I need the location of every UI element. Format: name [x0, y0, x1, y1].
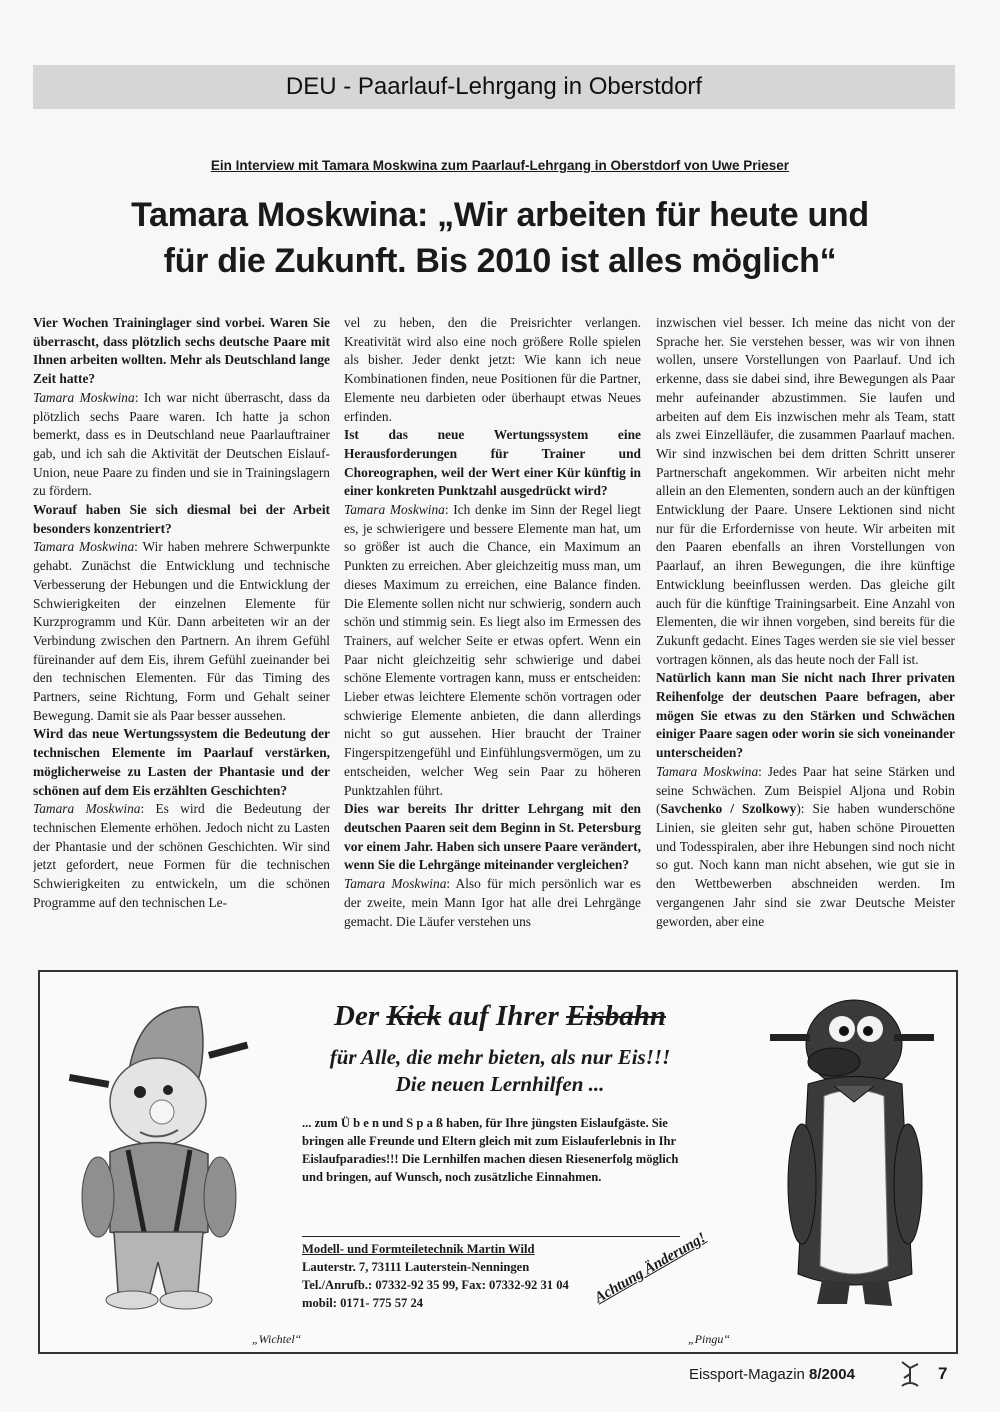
answer [344, 875, 641, 931]
answer-text: : Ich war nicht überrascht, dass da plötzlich sechs Paare waren. Ich hatte ja schon bemerkt, dass es in Deutschland neue Paarlauftrainer gab, und ich sah die Aktivität der Deutschen Eislauf-Union, neue Paare zu finden und sie in Trainingslagern zu fördern. [33, 389, 330, 499]
speaker-name: Tamara Moskwina [656, 763, 759, 779]
answer-text: ): Sie haben wunderschöne Linien, sie gleiten sehr gut, haben schöne Pirouetten und Todesspiralen, aber ihre Hebungen sind noch nicht so gut. Noch kann man nicht absehen, wie gut sie in den Wettbewerben abschneiden werden. Im vergangenen Jahr sind sie zwar Deutsche Meister geworden, aber eine [656, 801, 955, 929]
speaker-name: Tamara Moskwina [33, 389, 135, 405]
speaker-name: Tamara Moskwina [33, 801, 141, 817]
headline-line-2: für die Zukunft. Bis 2010 ist alles möglich“ [163, 242, 837, 280]
question: Worauf haben Sie sich diesmal bei der Arbeit besonders konzentriert? [33, 502, 330, 536]
wichtel-figure-image [58, 982, 258, 1322]
footer-magazine [689, 1366, 855, 1383]
article-column-3 [656, 314, 955, 962]
ad-title-part: auf Ihrer [441, 1000, 567, 1032]
speaker-name: Tamara Moskwina [344, 502, 445, 518]
ad-body-text: ... zum Ü b e n und S p a ß haben, für Ihre jüngsten Eislaufgäste. Sie bringen alle Freunde und Eltern gleich mit zum Eislauferlebnis in Ihr Eislaufparadies!!! Die Lernhilfen machen diesen Riesenerfolg möglich und bringen, auf Wunsch, noch zusätzliche Einnahmen. [302, 1116, 679, 1184]
answer [656, 763, 955, 931]
skater-logo-icon [898, 1358, 922, 1388]
speaker-name: Tamara Moskwina [344, 876, 447, 892]
ad-divider [302, 1236, 680, 1237]
section-header [33, 65, 955, 109]
ad-subtitle-line-1: für Alle, die mehr bieten, als nur Eis!!! [329, 1045, 671, 1069]
article-column-2 [344, 314, 641, 962]
answer-text: : Also für mich persönlich war es der zweite, mein Mann Igor hat alle drei Lehrgänge gemacht. Die Läufer verstehen uns [344, 876, 641, 929]
question: Ist das neue Wertungssystem eine Herausforderungen für Trainer und Choreographen, weil der Wert einer Kür künftig in einer konkreten Punktzahl ausgedrückt wird? [344, 427, 641, 499]
pingu-figure-image [762, 984, 942, 1324]
answer-text: : Wir haben mehrere Schwerpunkte gehabt. Zunächst die Entwicklung und technische Verbesserung der Hebungen und die Entwicklung der Schwierigkeiten der einzelnen Elemente für Kurzprogramm und Kür. Dann arbeiteten wir an der Verbindung zwischen den Partnern. An ihrem Gefühl füreinander auf dem Eis, ihrem Gefühl zueinander bei den technischen Elementen. Für das Timing des Partners, seine Richtung, Form und Gehalt seiner Bewegung. Damit sie als Paar besser aussehen. [33, 539, 330, 723]
answer-text: : Es wird die Bedeutung der technischen Elemente erhöhen. Jedoch nicht zu Lasten der Phantasie und der schönen Geschichten. Wir sind jetzt gefordert, neue Formen für die technischen Schwierigkeiten zu entwickeln, um die schönen Programme auf den technischen Le- [33, 801, 330, 910]
article-column-1 [33, 314, 330, 962]
answer-text: : Jedes Paar hat seine Stärken und seine Schwächen. Zum Beispiel Aljona und Robin ( [656, 763, 955, 817]
article-subtitle: Ein Interview mit Tamara Moskwina zum Paarlauf-Lehrgang in Oberstdorf von Uwe Prieser [210, 158, 790, 173]
ad-subtitle [240, 1044, 760, 1098]
footer-magazine-name: Eissport-Magazin [689, 1366, 810, 1383]
caption-pingu: „Pingu“ [688, 1332, 731, 1346]
ad-title-kick: Kick [386, 1000, 442, 1032]
question: Natürlich kann man Sie nicht nach Ihrer privaten Reihenfolge der deutschen Paare befragen, aber mögen Sie etwas zu den Stärken und Schwächen einiger Paare sagen oder worin sie sich voneinander unterscheiden? [656, 670, 955, 761]
ad-title [240, 1000, 760, 1033]
section-title: DEU - Paarlauf-Lehrgang in Oberstdorf [285, 73, 703, 100]
answer [33, 389, 330, 501]
advertisement [38, 970, 958, 1354]
pair-names: Savchenko / Szolkowy [660, 801, 797, 817]
page-number: 7 [938, 1364, 948, 1383]
footer-issue: 8/2004 [809, 1366, 855, 1383]
answer-text: : Ich denke im Sinn der Regel liegt es, je schwierigere und bessere Elemente man hat, um so größer ist auch die Chance, ein Maximum an Punkten zu erreichen. Aber gleichzeitig muss man, um dieses Maximum zu erreichen, eine Balance finden. Die Elemente sollen nicht nur schwierig, sondern auch schön und stimmig sein. Es liegt also im Ermessen des Trainers, auf welcher Seite er etwas opfert. Wenn ein Paar nicht gleichzeitig sehr schwierige und dabei schöne Elemente vortragen kann, muss er entscheiden: Lieber etwas leichtere Elemente schön vortragen oder schwierige Elemente anbieten, die dann allerdings nicht so gut aussehen. Hier braucht der Trainer Fingerspitzengefühl und Einfühlungsvermögen, um zu entscheiden, welcher Weg sein Paar zu höheren Punktzahlen führt. [344, 502, 641, 798]
question: Wird das neue Wertungssystem die Bedeutung der technischen Elemente im Paarlauf verstärken, möglicherweise zu Lasten der Phantasie und der schönen auf dem Eis erzählten Geschichten? [33, 726, 330, 798]
article-headline [0, 192, 1000, 284]
question: Vier Wochen Traininglager sind vorbei. Waren Sie überrascht, dass plötzlich sechs deutsche Paare mit Ihnen arbeiten wollten. Mehr als Deutschland lange Zeit hatte? [33, 315, 330, 387]
ad-company: Modell- und Formteiletechnik Martin Wild [302, 1242, 535, 1256]
answer [344, 501, 641, 800]
ad-subtitle-line-2: Die neuen Lernhilfen ... [395, 1072, 605, 1096]
ad-address: Lauterstr. 7, 73111 Lauterstein-Nenningen [302, 1260, 530, 1274]
question: Dies war bereits Ihr dritter Lehrgang mit den deutschen Paaren seit dem Beginn in St. Petersburg vor einem Jahr. Haben sich unsere Paare verändert, wenn Sie die Lehrgänge miteinander vergleichen? [344, 801, 641, 873]
ad-stamp: Achtung Änderung! [592, 1229, 709, 1307]
headline-line-1: Tamara Moskwina: „Wir arbeiten für heute und [131, 196, 869, 234]
answer [33, 538, 330, 725]
ad-title-part: Der [334, 1000, 387, 1032]
speaker-name: Tamara Moskwina [33, 539, 135, 555]
ad-title-eisbahn: Eisbahn [566, 1000, 666, 1032]
ad-mobile: mobil: 0171- 775 57 24 [302, 1296, 424, 1310]
answer-continued: inzwischen viel besser. Ich meine das nicht von der Sprache her. Sie verstehen besser, was wir von ihnen wollen, unsere Vorstellungen von Paarlauf. Und ich erkenne, dass sie dabei sind, ihre Bewegungen als Paar mehr aufeinander abzustimmen. Sie laufen und arbeiten auf dem Eis inzwischen mehr als Team, statt als zwei Einzelläufer, die zusammen Paarlauf machen. Wir sind inzwischen bei dem dritten Schritt unserer Partnerschaft angekommen. Wir arbeiten nicht mehr allein an den Elementen, sondern auch an der künftigen Entwicklung der Paare. Unsere Lektionen sind nicht nur für die Erfordernisse von heute. Wir arbeiten mit den Paaren ebenfalls an ihren Vorstellungen von Paarlauf, an ihren Bewegungen, die ihre künftige Entwicklung beeinflussen werden. Das gleiche gilt auch für die künftige Trainingsarbeit. Eine Anzahl von Elementen, die wir ihnen vorgeben, sind bereits für die Zukunft gedacht. Eines Tages werden sie sie viel besser vortragen können, als das heute noch der Fall ist. [656, 315, 955, 667]
caption-wichtel: „Wichtel“ [252, 1332, 302, 1346]
answer [33, 800, 330, 912]
ad-phone: Tel./Anrufb.: 07332-92 35 99, Fax: 07332-92 31 04 [302, 1278, 569, 1292]
answer-continued: vel zu heben, den die Preisrichter verlangen. Kreativität wird also eine noch größere Rolle spielen als bisher. Jeder denkt jetzt: Wie kann ich neue Kombinationen finden, neue Positionen für die Partner, Elemente neu darbieten oder überhaupt etwas Neues erfinden. [344, 315, 641, 424]
